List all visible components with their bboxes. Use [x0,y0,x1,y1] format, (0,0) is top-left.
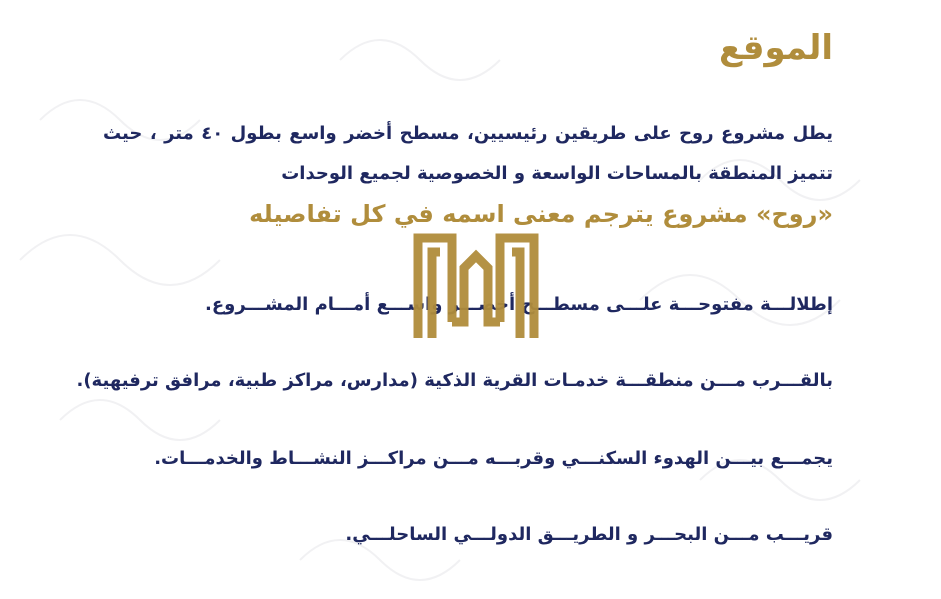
section-heading: الموقع [718,28,833,68]
feature-item: يجمـــع بيـــن الهدوء السكنـــي وقربـــه مـــن مراكـــز النشـــاط والخدمـــات. [154,448,833,469]
monogram-logo-icon [412,232,540,342]
feature-item: قريـــب مـــن البحـــر و الطريـــق الدولـــي الساحلـــي. [345,524,833,545]
tagline: «روح» مشروع يترجم معنى اسمه في كل تفاصيله [249,200,833,228]
feature-item: بالقـــرب مـــن منطقـــة خدمـات القرية الذكية (مدارس، مراكز طبية، مرافق ترفيهية). [76,370,833,391]
feature-item: إطلالـــة مفتوحـــة علـــى مسطـــح أخضـــر واســـع أمـــام المشـــروع. [205,294,833,315]
intro-paragraph: يطل مشروع روح على طريقين رئيسيين، مسطح أخضر واسع بطول ٤٠ متر ، حيث تتميز المنطقة بالمساحات الواسعة و الخصوصية لجميع الوحدات [103,123,833,184]
